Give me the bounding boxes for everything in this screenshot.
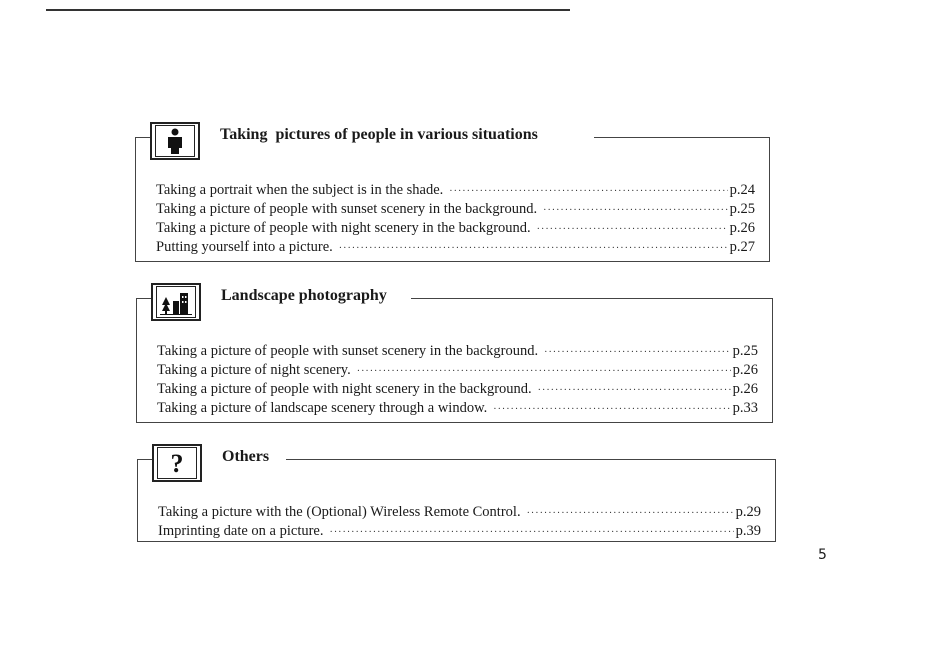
toc-entry-text: Taking a picture of people with sunset scenery in the background. [157,343,539,359]
section-border-tick [137,298,151,299]
toc-entry-page: p.25 [732,343,758,359]
toc-entry[interactable] [158,522,761,541]
leader-dots [543,201,728,220]
section-border-top [411,298,772,299]
toc-entry[interactable] [156,219,755,238]
section-people [135,126,770,262]
toc-entry-page: p.39 [735,523,761,539]
section-border-top [594,137,769,138]
toc-entry[interactable] [157,399,758,418]
toc-entry-text: Taking a picture of people with sunset scenery in the background. [156,201,538,217]
leader-dots [544,343,731,362]
toc-entry-text: Imprinting date on a picture. [158,523,324,539]
section-title: Others [222,448,275,466]
toc-entry-text: Taking a portrait when the subject is in the shade. [156,182,444,198]
toc-entry-text: Taking a picture of people with night scenery in the background. [157,381,532,397]
section-border-top [286,459,775,460]
leader-dots [537,220,728,239]
toc-entry-page: p.26 [729,220,755,236]
toc-entry-text: Putting yourself into a picture. [156,239,333,255]
toc-entry[interactable] [157,380,758,399]
toc-entry[interactable] [157,361,758,380]
section-landscape [136,287,773,423]
toc-entry[interactable] [158,503,761,522]
toc-entry[interactable] [157,342,758,361]
toc-entry-text: Taking a picture with the (Optional) Wireless Remote Control. [158,504,521,520]
leader-dots [493,400,730,419]
leader-dots [339,239,728,258]
person-icon-box [150,122,200,160]
toc-entry-page: p.26 [732,381,758,397]
section-title: Landscape photography [221,287,393,305]
landscape-icon [160,289,192,315]
toc-entry-page: p.24 [729,182,755,198]
section-border-tick [138,459,152,460]
landscape-icon-box [151,283,201,321]
leader-dots [538,381,731,400]
toc-entry-text: Taking a picture of landscape scenery through a window. [157,400,488,416]
top-rule [46,9,570,11]
toc-entry-text: Taking a picture of people with night scenery in the background. [156,220,531,236]
page-number: 5 [818,547,827,563]
section-border-tick [136,137,150,138]
question-icon-box [152,444,202,482]
toc-entry[interactable] [156,200,755,219]
section-title: Taking pictures of people in various situations [220,126,544,144]
section-others [137,448,776,542]
toc-entry-page: p.29 [735,504,761,520]
toc-entry-page: p.26 [732,362,758,378]
leader-dots [357,362,731,381]
toc-entry[interactable] [156,181,755,200]
svg-text:?: ? [170,450,184,476]
person-icon [163,128,187,154]
toc-entry-page: p.33 [732,400,758,416]
leader-dots [449,182,727,201]
leader-dots [330,523,734,542]
leader-dots [527,504,734,523]
question-icon [166,450,188,476]
toc-entry[interactable] [156,238,755,257]
toc-entry-text: Taking a picture of night scenery. [157,362,351,378]
toc-entry-page: p.27 [729,239,755,255]
toc-entry-page: p.25 [729,201,755,217]
